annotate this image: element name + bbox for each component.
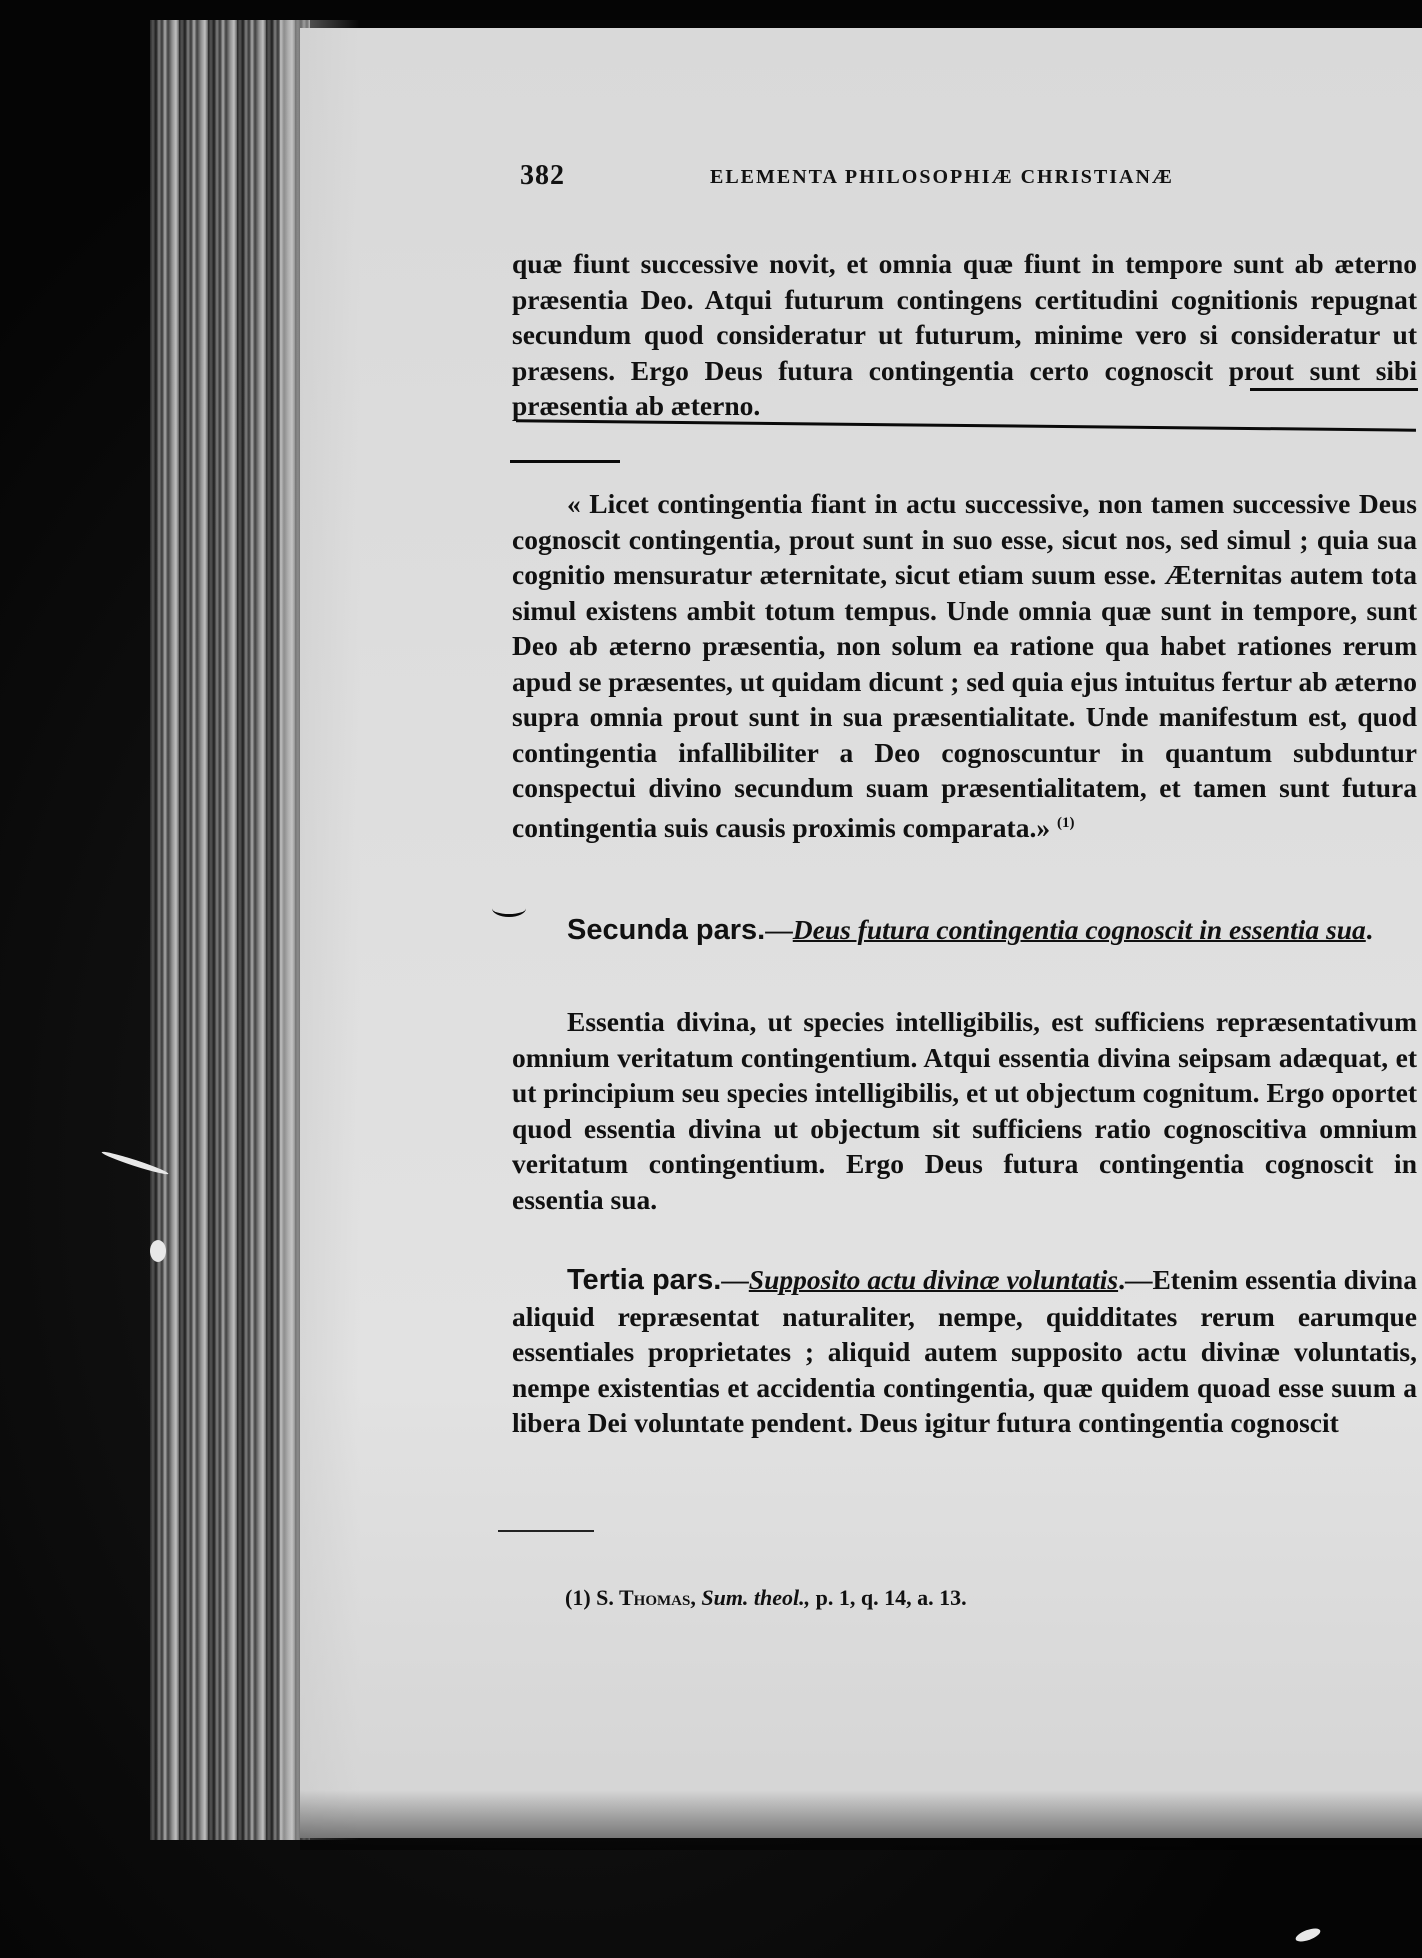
- paragraph-3-text: Essentia divina, ut species intelligibilis, est sufficiens repræsentativum omnium veritatum contingentium. Atqui essentia divina seipsam adæquat, et ut principium seu species intelligibilis, et ut objectum cognitum. Ergo oportet quod essentia divina ut objectum sit sufficiens ratio cognoscitiva omnium veritatum contingentium. Ergo Deus futura contingentia cognoscit in essentia sua.: [512, 1006, 1417, 1215]
- secunda-end: .: [1365, 914, 1373, 945]
- tertia-pars-text: .—Etenim essentia divina aliquid repræsentat naturaliter, nempe, quidditates rerum earumque essentiales proprietates ; aliquid autem supposito actu divinæ voluntatis, nempe existentias et accidentia contingentia, quæ quidem quoad esse suum a libera Dei voluntate pendent. Deus igitur futura contingentia cognoscit: [512, 1264, 1417, 1438]
- secunda-pars-label: Secunda pars.: [567, 914, 766, 946]
- ink-underline-mark: [1250, 388, 1418, 391]
- paragraph-1: [512, 246, 1417, 424]
- quote-text: « Licet contingentia fiant in actu successive, non tamen successive Deus cognoscit contingentia, prout sunt in suo esse, sicut nos, sed simul ; quia sua cognitio mensuratur æternitate, sicut etiam suum esse. Æternitas autem tota simul existens ambit totum tempus. Unde omnia quæ sunt in tempore, sunt Deo ab æterno præsentia, non solum ea ratione qua habet rationes rerum apud se præsentes, ut quidam dicunt ; sed quia ejus intuitus fertur ab æterno supra omnia prout sunt in sua præsentialitate. Unde manifestum est, quod contingentia infallibiliter a Deo cognoscuntur in quantum subduntur conspectui divino secundum suam præsentialitatem, et tamen sunt futura contingentia suis causis proximis comparata.»: [512, 488, 1417, 843]
- paragraph-2-quote: [512, 486, 1417, 845]
- footnote: [565, 1585, 1385, 1611]
- ink-underline-mark: [510, 460, 620, 463]
- running-title: ELEMENTA PHILOSOPHIÆ CHRISTIANÆ: [710, 166, 1174, 188]
- tertia-pars-title: Supposito actu divinæ voluntatis: [748, 1264, 1119, 1295]
- gutter-shadow: [280, 20, 360, 1840]
- tertia-dash: —: [721, 1264, 749, 1295]
- paragraph-1-text: quæ fiunt successive novit, et omnia quæ fiunt in tempore sunt ab æterno præsentia Deo. Atqui futurum contingens certitudini cognitionis repugnat secundum quod consideratur ut futurum, minime vero si consideratur ut præsens. Ergo Deus futura contingentia certo cognoscit prout sunt sibi præsentia ab æterno.: [512, 248, 1417, 421]
- paragraph-3: [512, 1004, 1417, 1217]
- secunda-pars-heading: [512, 912, 1417, 949]
- secunda-dash: —: [765, 914, 793, 945]
- dust-speck: [150, 1240, 166, 1262]
- footnote-work: Sum. theol.,: [701, 1585, 811, 1610]
- page-bottom-shadow: [300, 1790, 1422, 1850]
- page-number: 382: [520, 160, 565, 191]
- footnote-reference: (1): [1056, 814, 1075, 831]
- footnote-separator: [498, 1530, 594, 1532]
- running-head: [520, 160, 1400, 200]
- secunda-pars-title: Deus futura contingentia cognoscit in essentia sua: [792, 914, 1366, 945]
- tertia-pars-label: Tertia pars.: [567, 1264, 722, 1296]
- footnote-ref: p. 1, q. 14, a. 13.: [815, 1585, 967, 1610]
- tertia-pars-paragraph: [512, 1262, 1417, 1441]
- footnote-author: S. Thomas,: [596, 1585, 696, 1610]
- footnote-marker: (1): [565, 1585, 591, 1610]
